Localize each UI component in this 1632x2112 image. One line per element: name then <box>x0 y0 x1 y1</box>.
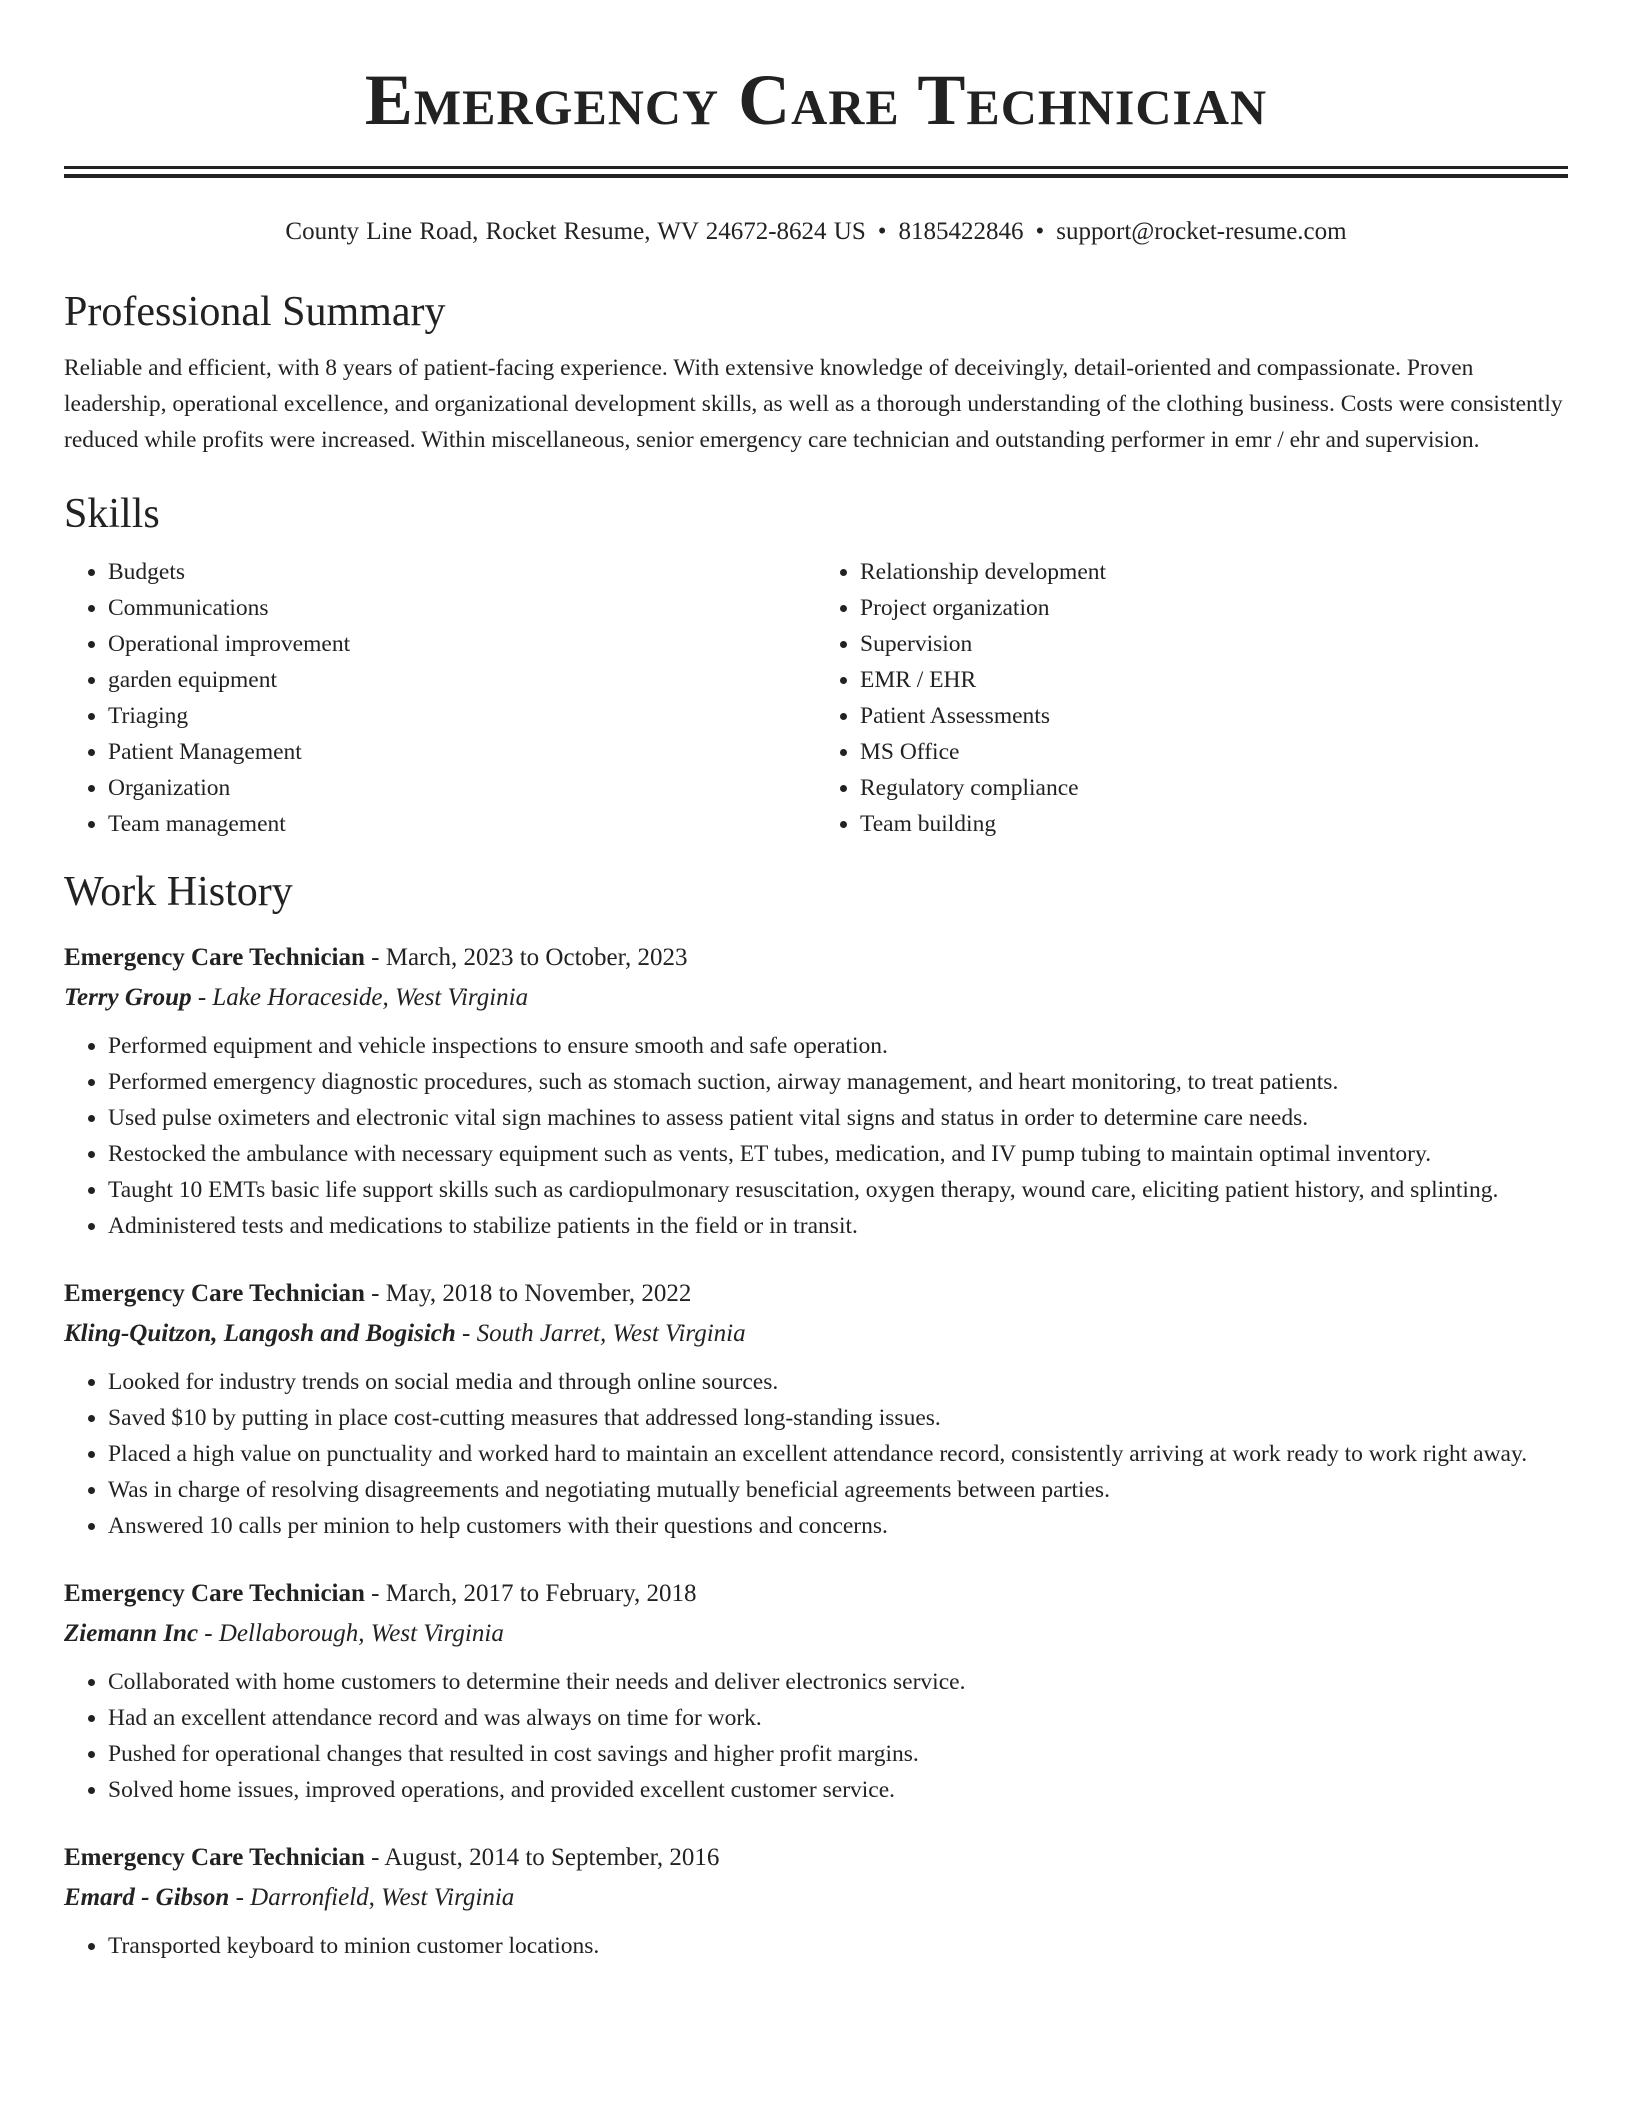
job-entry <box>64 1574 1568 1808</box>
company-line <box>64 1878 1568 1918</box>
company-location: - South Jarret, West Virginia <box>455 1320 746 1347</box>
job-title: Emergency Care Technician <box>64 1844 365 1871</box>
skill-item: • EMR / EHR <box>860 662 1568 698</box>
summary-heading: Professional Summary <box>64 289 446 335</box>
job-title: Emergency Care Technician <box>64 1580 365 1607</box>
summary-section <box>64 286 1568 458</box>
job-bullet: • Looked for industry trends on social media and through online sources. <box>108 1364 1568 1400</box>
skills-list-left <box>64 554 816 842</box>
job-bullet: • Saved $10 by putting in place cost-cutting measures that addressed long-standing issues. <box>108 1400 1568 1436</box>
company-line <box>64 978 1568 1018</box>
header-rule-bottom <box>64 174 1568 178</box>
contact-line <box>64 216 1568 248</box>
job-bullet: • Was in charge of resolving disagreements and negotiating mutually beneficial agreements between parties. <box>108 1472 1568 1508</box>
skill-item: • Organization <box>108 770 816 806</box>
contact-phone: 8185422846 <box>898 218 1024 245</box>
skills-section <box>64 488 1568 842</box>
job-title-line <box>64 1838 1568 1878</box>
skill-item: • Triaging <box>108 698 816 734</box>
skill-item: • garden equipment <box>108 662 816 698</box>
job-title: Emergency Care Technician <box>64 1280 365 1307</box>
job-title-line <box>64 1574 1568 1614</box>
job-bullet: • Solved home issues, improved operations, and provided excellent customer service. <box>108 1772 1568 1808</box>
job-bullet: • Had an excellent attendance record and was always on time for work. <box>108 1700 1568 1736</box>
job-bullets <box>64 1028 1568 1244</box>
skills-columns <box>64 554 1568 842</box>
skill-item: • Regulatory compliance <box>860 770 1568 806</box>
skill-item: • Project organization <box>860 590 1568 626</box>
skill-item: • Operational improvement <box>108 626 816 662</box>
job-title-line <box>64 1274 1568 1314</box>
skill-item: • Communications <box>108 590 816 626</box>
resume-page <box>64 0 1568 1994</box>
skill-item: • Patient Management <box>108 734 816 770</box>
job-bullets <box>64 1664 1568 1808</box>
contact-separator: • <box>1035 218 1045 245</box>
skill-item: • Supervision <box>860 626 1568 662</box>
job-bullet: • Administered tests and medications to stabilize patients in the field or in transit. <box>108 1208 1568 1244</box>
job-bullet: • Collaborated with home customers to determine their needs and deliver electronics service. <box>108 1664 1568 1700</box>
job-entry <box>64 938 1568 1244</box>
job-entry <box>64 1838 1568 1964</box>
job-dates: - August, 2014 to September, 2016 <box>364 1844 720 1871</box>
job-bullets <box>64 1364 1568 1544</box>
skill-item: • Budgets <box>108 554 816 590</box>
job-dates: - May, 2018 to November, 2022 <box>364 1280 692 1307</box>
contact-email: support@rocket-resume.com <box>1056 218 1347 245</box>
company-name: Emard - Gibson <box>64 1884 230 1911</box>
work-history-section <box>64 866 1568 1964</box>
contact-address: County Line Road, Rocket Resume, WV 24672-8624 US <box>285 218 866 245</box>
skill-item: • MS Office <box>860 734 1568 770</box>
job-bullet: • Performed emergency diagnostic procedures, such as stomach suction, airway management, and heart monitoring, to treat patients. <box>108 1064 1568 1100</box>
job-title: Emergency Care Technician <box>64 944 365 971</box>
company-location: - Darronfield, West Virginia <box>229 1884 515 1911</box>
skills-heading: Skills <box>64 491 160 537</box>
skills-list-right <box>816 554 1568 842</box>
work-history-heading: Work History <box>64 869 293 915</box>
job-dates: - March, 2017 to February, 2018 <box>364 1580 697 1607</box>
job-bullet: • Placed a high value on punctuality and worked hard to maintain an excellent attendance record, consistently arriving at work ready to work right away. <box>108 1436 1568 1472</box>
job-entry <box>64 1274 1568 1544</box>
company-name: Terry Group <box>64 984 192 1011</box>
job-bullet: • Restocked the ambulance with necessary equipment such as vents, ET tubes, medication, and IV pump tubing to maintain optimal inventory. <box>108 1136 1568 1172</box>
job-bullet: • Answered 10 calls per minion to help customers with their questions and concerns. <box>108 1508 1568 1544</box>
summary-text: Reliable and efficient, with 8 years of patient-facing experience. With extensive knowledge of deceivingly, detail-oriented and compassionate. Proven leadership, operational excellence, and organizational development skills, as well as a thorough understanding of the clothing business. Costs were consistently reduced while profits were increased. Within miscellaneous, senior emergency care technician and outstanding performer in emr / ehr and supervision. <box>64 355 1563 453</box>
job-bullet: • Taught 10 EMTs basic life support skills such as cardiopulmonary resuscitation, oxygen therapy, wound care, eliciting patient history, and splinting. <box>108 1172 1568 1208</box>
job-bullet: • Transported keyboard to minion customer locations. <box>108 1928 1568 1964</box>
skill-item: • Patient Assessments <box>860 698 1568 734</box>
job-bullet: • Used pulse oximeters and electronic vital sign machines to assess patient vital signs and status in order to determine care needs. <box>108 1100 1568 1136</box>
job-bullet: • Performed equipment and vehicle inspections to ensure smooth and safe operation. <box>108 1028 1568 1064</box>
company-name: Kling-Quitzon, Langosh and Bogisich <box>64 1320 456 1347</box>
job-bullet: • Pushed for operational changes that resulted in cost savings and higher profit margins. <box>108 1736 1568 1772</box>
company-location: - Dellaborough, West Virginia <box>198 1620 504 1647</box>
job-title-line <box>64 938 1568 978</box>
company-line <box>64 1614 1568 1654</box>
company-line <box>64 1314 1568 1354</box>
company-name: Ziemann Inc <box>64 1620 199 1647</box>
resume-title: Emergency Care Technician <box>364 60 1268 140</box>
skill-item: • Team management <box>108 806 816 842</box>
contact-separator: • <box>877 218 887 245</box>
skill-item: • Relationship development <box>860 554 1568 590</box>
skill-item: • Team building <box>860 806 1568 842</box>
company-location: - Lake Horaceside, West Virginia <box>191 984 529 1011</box>
job-dates: - March, 2023 to October, 2023 <box>364 944 688 971</box>
job-bullets <box>64 1928 1568 1964</box>
